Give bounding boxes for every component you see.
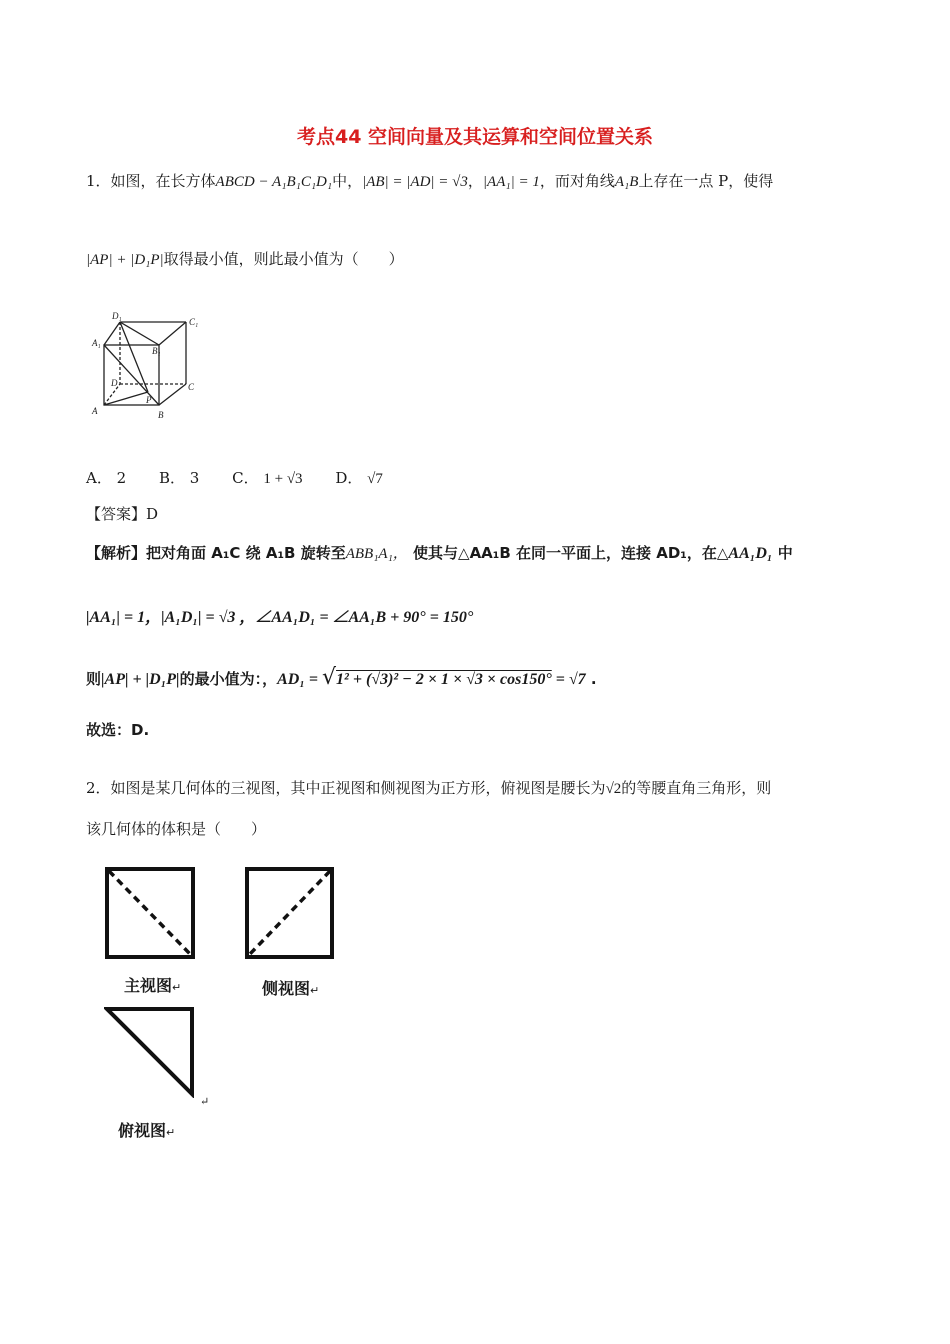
q2-line-2: 该几何体的体积是（ ） bbox=[86, 820, 267, 838]
q1-conclusion: 故选：D. bbox=[86, 721, 150, 739]
q1-text-3: 上存在一点 P，使得 bbox=[638, 172, 774, 190]
analysis-then: 则 bbox=[86, 670, 102, 688]
label-C1: C₁ bbox=[189, 317, 199, 327]
option-d-label: D． bbox=[335, 469, 363, 487]
page-title: 考点44 空间向量及其运算和空间位置关系 bbox=[296, 126, 654, 148]
analysis-triangle: AA₁D₁ bbox=[728, 545, 773, 562]
label-D1: D₁ bbox=[112, 311, 122, 321]
analysis-period: . bbox=[585, 670, 597, 688]
option-c-label: C． bbox=[232, 469, 259, 487]
q1-intro: 1．如图，在长方体 bbox=[86, 172, 216, 190]
side-view-figure bbox=[244, 866, 336, 962]
q1-cond-ab-ad: |AB| = |AD| = √3 bbox=[362, 174, 468, 190]
front-view-caption: 主视图↵ bbox=[124, 976, 182, 995]
top-view-figure bbox=[104, 1006, 199, 1098]
q2-sqrt2: √2 bbox=[605, 781, 622, 797]
analysis-result: = √7 bbox=[551, 671, 586, 688]
front-view-figure bbox=[104, 866, 198, 962]
top-view-caption: 俯视图↵ bbox=[118, 1121, 176, 1140]
analysis-text-3: 中 bbox=[772, 544, 793, 562]
option-a[interactable] bbox=[86, 469, 126, 487]
analysis-text-1: 把对角面 A₁C 绕 A₁B 旋转至 bbox=[146, 544, 346, 562]
q1-line-2 bbox=[86, 248, 404, 269]
option-c-value: 1 + √3 bbox=[263, 471, 303, 487]
analysis-expr-1: ABB₁A₁， bbox=[345, 546, 408, 562]
top-view-mark: ↵ bbox=[200, 1095, 210, 1108]
q1-cuboid-expr: ABCD − A₁B₁C₁D₁ bbox=[215, 174, 333, 190]
option-c[interactable] bbox=[232, 469, 302, 487]
q1-options bbox=[86, 467, 383, 488]
analysis-tag: 【解析】 bbox=[86, 544, 147, 562]
q1-line-1 bbox=[86, 170, 773, 191]
q2-text-2: 的等腰直角三角形，则 bbox=[621, 779, 772, 797]
label-B1: B₁ bbox=[152, 346, 161, 356]
q1-cond-aa1: |AA₁| = 1 bbox=[482, 174, 540, 190]
option-d-value: √7 bbox=[367, 471, 383, 487]
label-D: D bbox=[111, 378, 118, 388]
q1-diagonal: A₁B bbox=[614, 174, 639, 190]
q2-text-1: 2．如图是某几何体的三视图，其中正视图和侧视图为正方形，俯视图是腰长为 bbox=[86, 779, 606, 797]
analysis-sum-expr: |AP| + |D₁P| bbox=[101, 671, 180, 688]
analysis-radicand: 1² + (√3)² − 2 × 1 × √3 × cos150° bbox=[336, 671, 552, 688]
q1-text: 中， bbox=[332, 172, 363, 190]
option-b[interactable] bbox=[159, 469, 199, 487]
sqrt-sign: √ bbox=[322, 665, 337, 690]
q1-answer: 【答案】D bbox=[86, 505, 159, 523]
q2-line-1 bbox=[86, 777, 771, 798]
label-A1: A₁ bbox=[92, 338, 101, 348]
q1-sep: ， bbox=[467, 172, 483, 190]
q1-question: 取得最小值，则此最小值为（ ） bbox=[163, 250, 404, 268]
q1-analysis-line-2: |AA₁| = 1，|A₁D₁| = √3 ，∠AA₁D₁ = ∠AA₁B + 90° = 150° bbox=[86, 609, 474, 626]
q1-analysis-line-3 bbox=[86, 665, 597, 690]
option-b-label: B． bbox=[158, 469, 185, 487]
label-C: C bbox=[188, 382, 195, 392]
analysis-ad1: AD₁ = bbox=[277, 671, 323, 688]
label-B: B bbox=[158, 410, 164, 420]
q1-analysis-line-1 bbox=[86, 542, 793, 563]
cuboid-figure bbox=[90, 308, 210, 426]
option-a-label: A． bbox=[86, 469, 112, 487]
q1-text-2: ，而对角线 bbox=[539, 172, 615, 190]
label-A: A bbox=[92, 406, 98, 416]
label-P: P bbox=[146, 395, 152, 405]
option-a-value: 2 bbox=[116, 469, 127, 487]
option-d[interactable] bbox=[335, 469, 383, 487]
q1-sum-expr: |AP| + |D₁P| bbox=[86, 252, 164, 268]
analysis-min-text: 的最小值为：， bbox=[179, 670, 278, 688]
side-view-caption: 侧视图↵ bbox=[262, 979, 320, 998]
analysis-text-2: 使其与△AA₁B 在同一平面上，连接 AD₁，在△ bbox=[407, 544, 729, 562]
option-b-value: 3 bbox=[189, 469, 200, 487]
